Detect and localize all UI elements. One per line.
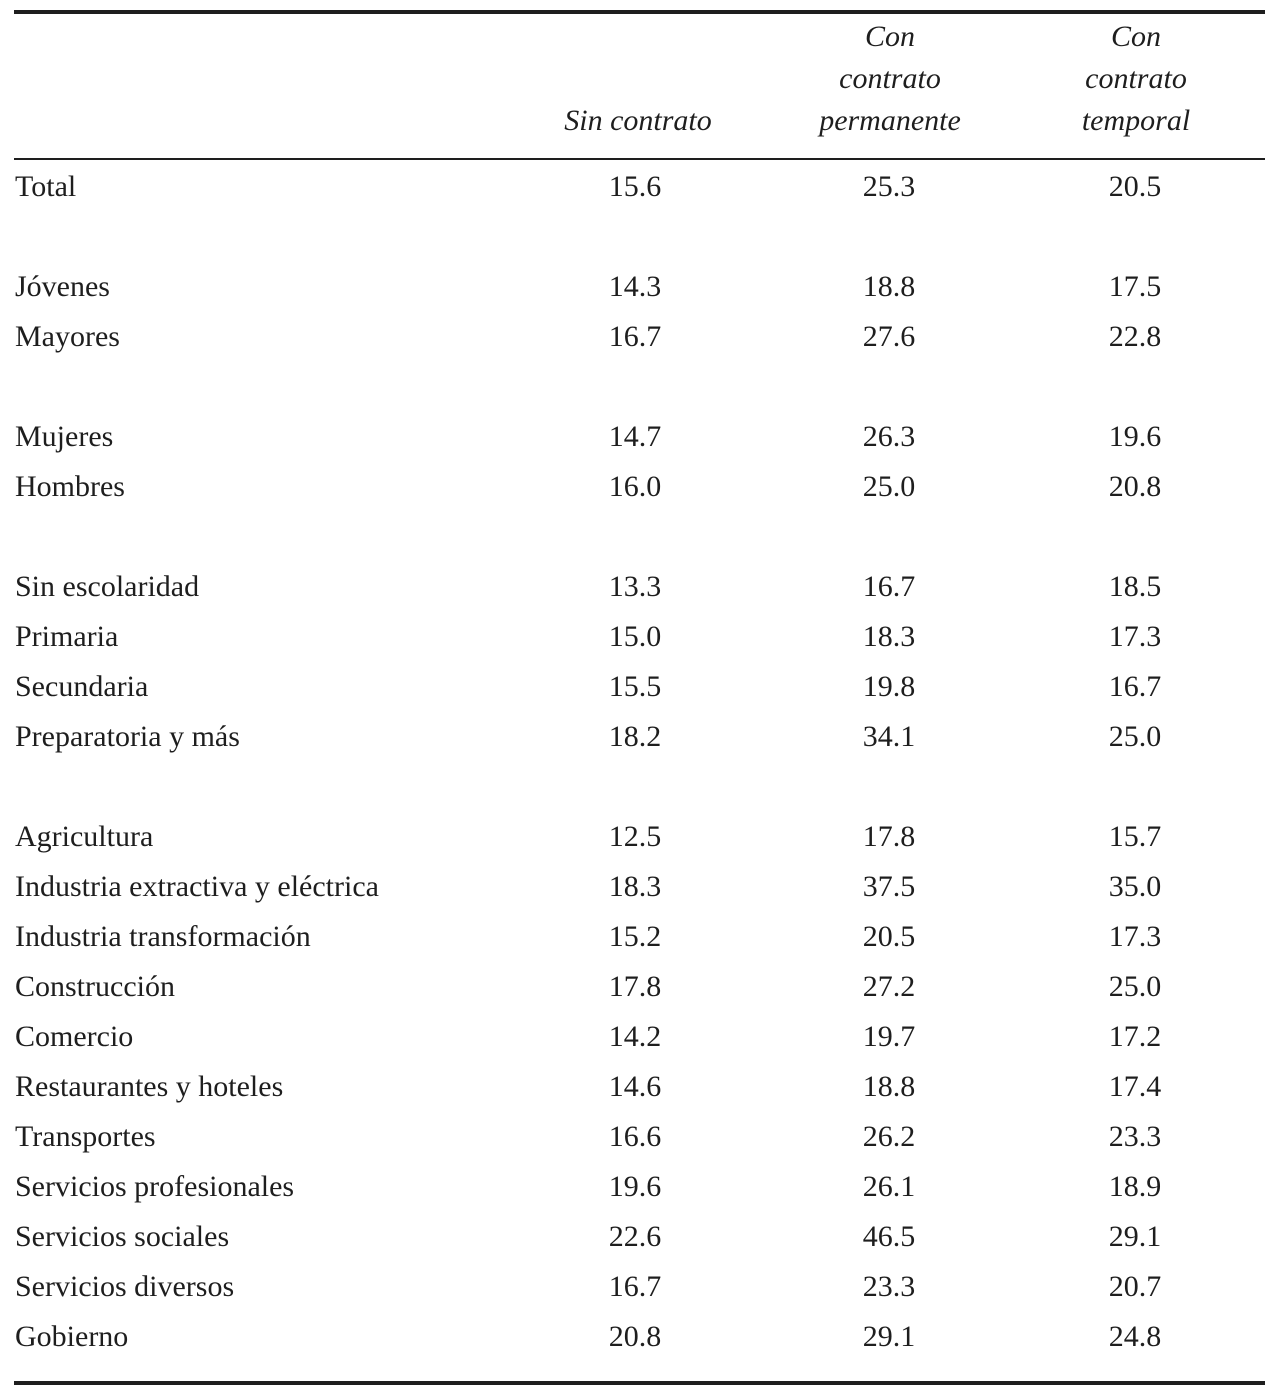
column-header-con-contrato-permanente: Con contrato permanente — [819, 20, 961, 137]
cell-con-contrato-temporal: 18.9 — [1108, 1170, 1162, 1203]
cell-con-contrato-temporal: 20.8 — [1108, 470, 1162, 503]
row-label: Construcción — [15, 970, 175, 1003]
cell-con-contrato-permanente: 26.2 — [862, 1120, 916, 1153]
cell-sin-contrato: 19.6 — [608, 1170, 662, 1203]
cell-sin-contrato: 16.6 — [608, 1120, 662, 1153]
cell-con-contrato-temporal: 22.8 — [1108, 320, 1162, 353]
cell-con-contrato-permanente: 25.0 — [862, 470, 916, 503]
table-row — [0, 412, 1271, 462]
cell-con-contrato-temporal: 24.8 — [1108, 1320, 1162, 1353]
row-label: Industria transformación — [15, 920, 311, 953]
row-label: Secundaria — [15, 670, 149, 703]
table-bottom-rule — [14, 1381, 1265, 1385]
cell-con-contrato-temporal: 18.5 — [1108, 570, 1162, 603]
cell-con-contrato-permanente: 16.7 — [862, 570, 916, 603]
table-header — [0, 20, 1271, 152]
table-row — [0, 312, 1271, 362]
cell-sin-contrato: 17.8 — [608, 970, 662, 1003]
table-top-rule — [14, 10, 1265, 14]
cell-con-contrato-temporal: 25.0 — [1108, 720, 1162, 753]
row-label: Hombres — [15, 470, 125, 503]
cell-con-contrato-permanente: 37.5 — [862, 870, 916, 903]
row-label: Comercio — [15, 1020, 134, 1053]
row-label: Mujeres — [15, 420, 114, 453]
cell-sin-contrato: 18.2 — [608, 720, 662, 753]
cell-con-contrato-permanente: 26.3 — [862, 420, 916, 453]
cell-sin-contrato: 16.0 — [608, 470, 662, 503]
cell-sin-contrato: 18.3 — [608, 870, 662, 903]
column-header-con-contrato-temporal: Con contrato temporal — [1081, 20, 1191, 137]
row-label: Agricultura — [15, 820, 154, 853]
table-row — [0, 1212, 1271, 1262]
row-label: Servicios diversos — [15, 1270, 235, 1303]
cell-con-contrato-permanente: 18.3 — [862, 620, 916, 653]
table-row — [0, 1062, 1271, 1112]
row-label: Sin escolaridad — [15, 570, 200, 603]
table-row — [0, 962, 1271, 1012]
table-row — [0, 612, 1271, 662]
table-row — [0, 162, 1271, 212]
cell-sin-contrato: 12.5 — [608, 820, 662, 853]
cell-sin-contrato: 15.2 — [608, 920, 662, 953]
cell-con-contrato-temporal: 17.2 — [1108, 1020, 1162, 1053]
row-label: Transportes — [15, 1120, 156, 1153]
cell-con-contrato-permanente: 19.8 — [862, 670, 916, 703]
cell-sin-contrato: 16.7 — [608, 320, 662, 353]
cell-con-contrato-temporal: 17.5 — [1108, 270, 1162, 303]
cell-con-contrato-temporal: 25.0 — [1108, 970, 1162, 1003]
table-row — [0, 912, 1271, 962]
table-row — [0, 812, 1271, 862]
row-label: Servicios profesionales — [15, 1170, 295, 1203]
cell-con-contrato-permanente: 18.8 — [862, 1070, 916, 1103]
table-row — [0, 862, 1271, 912]
column-header-sin-contrato: Sin contrato — [564, 104, 712, 137]
cell-con-contrato-permanente: 29.1 — [862, 1320, 916, 1353]
cell-con-contrato-permanente: 23.3 — [862, 1270, 916, 1303]
cell-sin-contrato: 15.5 — [608, 670, 662, 703]
row-label: Restaurantes y hoteles — [15, 1070, 284, 1103]
row-label: Primaria — [15, 620, 119, 653]
table-row — [0, 662, 1271, 712]
table-row — [0, 1012, 1271, 1062]
table-row — [0, 1262, 1271, 1312]
row-label: Mayores — [15, 320, 120, 353]
cell-sin-contrato: 15.0 — [608, 620, 662, 653]
cell-con-contrato-permanente: 18.8 — [862, 270, 916, 303]
table-row — [0, 712, 1271, 762]
cell-con-contrato-temporal: 17.4 — [1108, 1070, 1162, 1103]
cell-con-contrato-permanente: 34.1 — [862, 720, 916, 753]
cell-con-contrato-permanente: 46.5 — [862, 1220, 916, 1253]
row-label: Total — [15, 170, 77, 203]
row-label: Industria extractiva y eléctrica — [15, 870, 379, 903]
cell-sin-contrato: 14.2 — [608, 1020, 662, 1053]
cell-sin-contrato: 14.6 — [608, 1070, 662, 1103]
table-row — [0, 1312, 1271, 1362]
cell-con-contrato-temporal: 23.3 — [1108, 1120, 1162, 1153]
table-row — [0, 562, 1271, 612]
cell-con-contrato-temporal: 20.5 — [1108, 170, 1162, 203]
cell-con-contrato-temporal: 19.6 — [1108, 420, 1162, 453]
row-label: Gobierno — [15, 1320, 129, 1353]
cell-con-contrato-temporal: 29.1 — [1108, 1220, 1162, 1253]
cell-con-contrato-temporal: 35.0 — [1108, 870, 1162, 903]
cell-con-contrato-permanente: 27.2 — [862, 970, 916, 1003]
cell-sin-contrato: 14.7 — [608, 420, 662, 453]
cell-sin-contrato: 13.3 — [608, 570, 662, 603]
cell-con-contrato-permanente: 26.1 — [862, 1170, 916, 1203]
cell-con-contrato-temporal: 20.7 — [1108, 1270, 1162, 1303]
row-label: Servicios sociales — [15, 1220, 230, 1253]
cell-sin-contrato: 15.6 — [608, 170, 662, 203]
table-row — [0, 1162, 1271, 1212]
cell-con-contrato-permanente: 25.3 — [862, 170, 916, 203]
cell-con-contrato-temporal: 15.7 — [1108, 820, 1162, 853]
cell-sin-contrato: 22.6 — [608, 1220, 662, 1253]
cell-sin-contrato: 14.3 — [608, 270, 662, 303]
cell-con-contrato-temporal: 17.3 — [1108, 620, 1162, 653]
cell-sin-contrato: 16.7 — [608, 1270, 662, 1303]
cell-con-contrato-temporal: 16.7 — [1108, 670, 1162, 703]
table-row — [0, 262, 1271, 312]
cell-sin-contrato: 20.8 — [608, 1320, 662, 1353]
row-label: Jóvenes — [15, 270, 110, 303]
table-header-rule — [14, 158, 1265, 160]
cell-con-contrato-permanente: 19.7 — [862, 1020, 916, 1053]
cell-con-contrato-permanente: 27.6 — [862, 320, 916, 353]
cell-con-contrato-permanente: 17.8 — [862, 820, 916, 853]
table-row — [0, 1112, 1271, 1162]
cell-con-contrato-permanente: 20.5 — [862, 920, 916, 953]
table-row — [0, 462, 1271, 512]
cell-con-contrato-temporal: 17.3 — [1108, 920, 1162, 953]
row-label: Preparatoria y más — [15, 720, 240, 753]
